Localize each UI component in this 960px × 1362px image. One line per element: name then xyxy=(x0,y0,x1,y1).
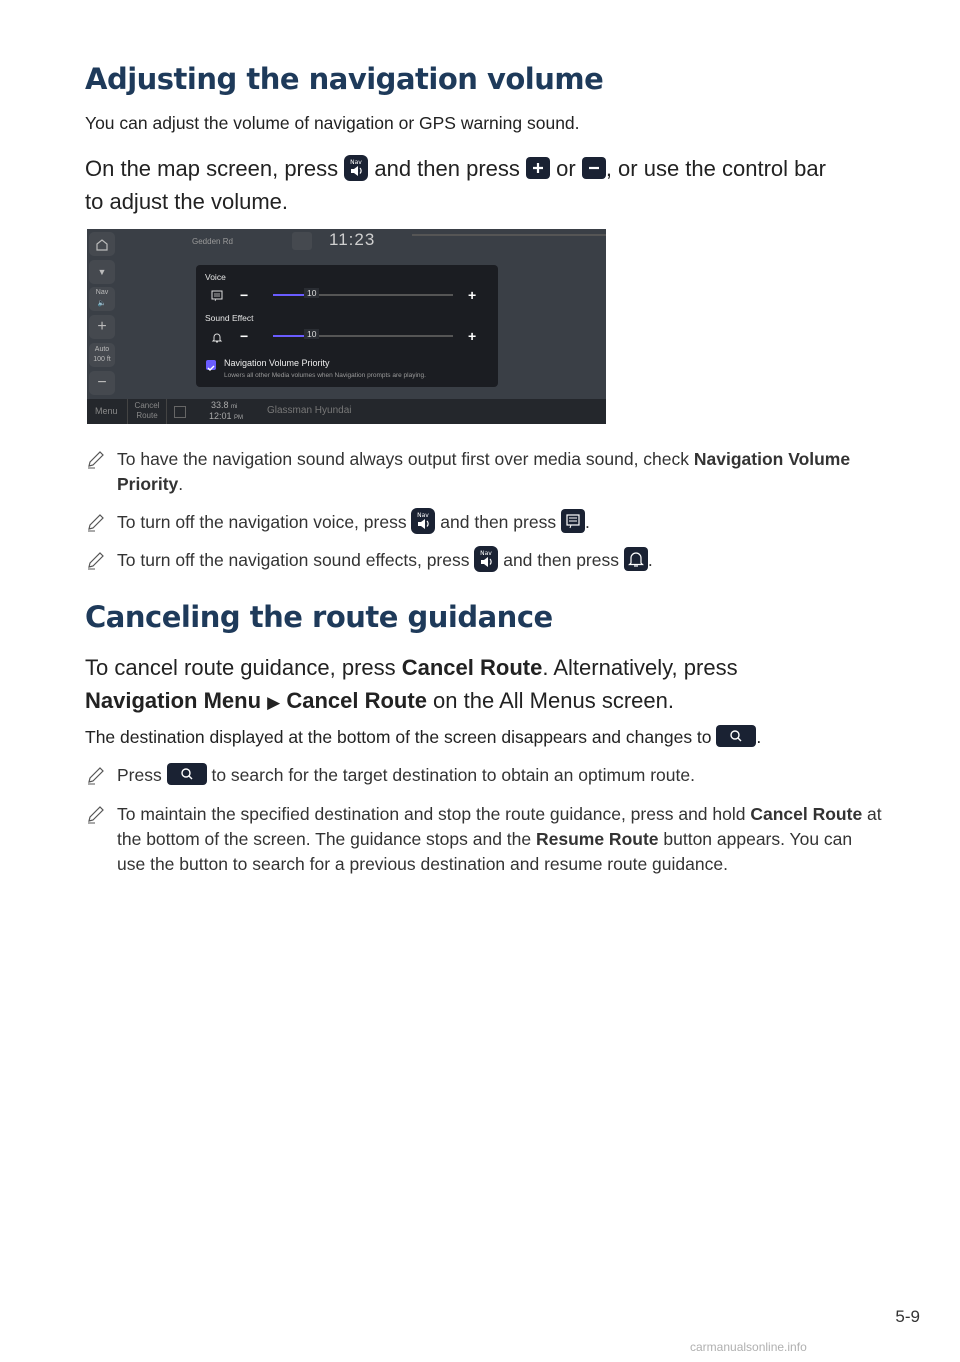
page-number: 5-9 xyxy=(895,1307,920,1326)
lead-text-e: to adjust the volume. xyxy=(85,189,289,214)
menu-button[interactable]: Menu xyxy=(95,406,118,416)
watermark: carmanualsonline.info xyxy=(690,1340,807,1354)
resume-note-bold1: Cancel Route xyxy=(750,804,863,824)
search-icon xyxy=(716,725,756,747)
section-title-volume: Adjusting the navigation volume xyxy=(85,62,604,96)
zoom-in-button[interactable]: + xyxy=(89,315,115,339)
search-note-text: Press xyxy=(117,765,167,785)
voice-label: Voice xyxy=(205,272,226,282)
cancel-lead-bold: Cancel Route xyxy=(401,655,543,680)
note1-text: To have the navigation sound always output first over media sound, check xyxy=(117,449,694,469)
cancel-lead-post: . Alternatively, press xyxy=(542,655,738,680)
clock-bar xyxy=(292,232,312,250)
voice-minus-button[interactable]: − xyxy=(240,287,249,303)
compass-button[interactable]: ▼ xyxy=(89,260,115,284)
cancel-route-button[interactable]: Cancel Route xyxy=(127,399,167,424)
sound-slider[interactable] xyxy=(273,335,453,337)
voice-guidance-icon xyxy=(561,509,585,533)
lead-paragraph xyxy=(85,152,885,218)
voice-guidance-icon[interactable] xyxy=(211,289,223,307)
voice-plus-button[interactable]: + xyxy=(468,287,477,303)
search-note-post: to search for the target destination to obtain an optimum route. xyxy=(206,765,695,785)
eta: 12:01 PM xyxy=(209,411,244,421)
cancel-route-label: Cancel Route xyxy=(286,688,427,713)
plus-icon xyxy=(526,157,550,179)
clock: 11:23 xyxy=(329,230,376,249)
note1-post: . xyxy=(178,474,184,494)
auto-zoom-button[interactable]: Auto 100 ft xyxy=(89,343,115,367)
cancel-lead xyxy=(85,651,905,719)
priority-description: Lowers all other Media volumes when Navigation prompts are playing. xyxy=(224,372,426,379)
note2-text: To turn off the navigation voice, press xyxy=(117,512,412,532)
lead-text-c: or xyxy=(550,156,582,181)
note2-post: . xyxy=(584,512,590,532)
resume-note-bold2: Resume Route xyxy=(535,829,659,849)
nav-icon-text: Nav xyxy=(350,159,363,167)
road-label: Gedden Rd xyxy=(192,237,233,246)
nav-icon-text: Nav xyxy=(480,550,493,558)
minus-icon xyxy=(582,157,606,179)
nav-volume-icon xyxy=(344,155,368,181)
note-resume-route xyxy=(85,802,885,877)
bell-icon[interactable] xyxy=(211,330,223,348)
sound-plus-button[interactable]: + xyxy=(468,328,477,344)
navigation-menu-label: Navigation Menu xyxy=(85,688,262,713)
map-bottom-bar xyxy=(87,399,606,424)
intro-text: You can adjust the volume of navigation or GPS warning sound. xyxy=(85,113,580,133)
arrow-icon: ▶ xyxy=(267,693,281,712)
resume-note-mid: at the bottom of the screen. The guidance stops and the xyxy=(117,804,882,849)
sound-minus-button[interactable]: − xyxy=(240,328,249,344)
section-title-cancel: Canceling the route guidance xyxy=(85,600,553,634)
cancel-lead-text: To cancel route guidance, press xyxy=(85,655,402,680)
nav-volume-icon xyxy=(474,546,498,572)
cancel-lead2-post: on the All Menus screen. xyxy=(426,688,674,713)
lead-text-b: and then press xyxy=(368,156,527,181)
volume-panel xyxy=(196,265,498,387)
distance: 33.8 mi xyxy=(211,400,238,410)
nav-volume-icon xyxy=(411,508,435,534)
note-voice-off xyxy=(85,510,885,536)
map-left-controls xyxy=(87,229,117,399)
navigation-volume-screenshot xyxy=(87,229,606,424)
destination-text xyxy=(85,727,761,749)
search-icon xyxy=(167,763,207,785)
resume-note-post: button appears. You can use the button to search for a previous destination and resume route guidance. xyxy=(117,829,853,874)
bell-icon xyxy=(624,547,648,571)
note3-post: . xyxy=(647,550,653,570)
note-search xyxy=(85,763,885,788)
pencil-note-icon xyxy=(85,511,107,533)
dest-post: . xyxy=(756,727,762,747)
note3-mid: and then press xyxy=(498,550,624,570)
note1-bold: Navigation Volume Priority xyxy=(117,449,851,494)
voice-slider[interactable] xyxy=(273,294,453,296)
destination-label[interactable]: Glassman Hyundai xyxy=(267,405,352,416)
priority-label: Navigation Volume Priority xyxy=(224,358,330,368)
pencil-note-icon xyxy=(85,764,107,786)
pencil-note-icon xyxy=(85,549,107,571)
map-road-line xyxy=(412,234,606,236)
dest-text: The destination displayed at the bottom of the screen disappears and changes to xyxy=(85,727,717,747)
note-sound-off xyxy=(85,548,885,574)
lead-text-a: On the map screen, press xyxy=(85,156,345,181)
nav-icon-text: Nav xyxy=(417,512,430,520)
home-button[interactable] xyxy=(89,232,115,256)
lane-icon xyxy=(174,406,186,418)
priority-checkbox[interactable] xyxy=(206,360,216,370)
zoom-out-button[interactable]: − xyxy=(89,371,115,395)
nav-volume-map-button[interactable]: Nav 🔈 xyxy=(89,287,115,311)
lead-text-d: , or use the control bar xyxy=(605,156,826,181)
note3-text: To turn off the navigation sound effects, press xyxy=(117,550,475,570)
resume-note-text: To maintain the specified destination and stop the route guidance, press and hold xyxy=(117,804,751,824)
pencil-note-icon xyxy=(85,803,107,825)
pencil-note-icon xyxy=(85,448,107,470)
note-priority xyxy=(85,447,885,497)
sound-level: 10 xyxy=(304,329,319,339)
voice-level: 10 xyxy=(304,288,319,298)
sound-effect-label: Sound Effect xyxy=(205,313,254,323)
note2-mid: and then press xyxy=(435,512,561,532)
